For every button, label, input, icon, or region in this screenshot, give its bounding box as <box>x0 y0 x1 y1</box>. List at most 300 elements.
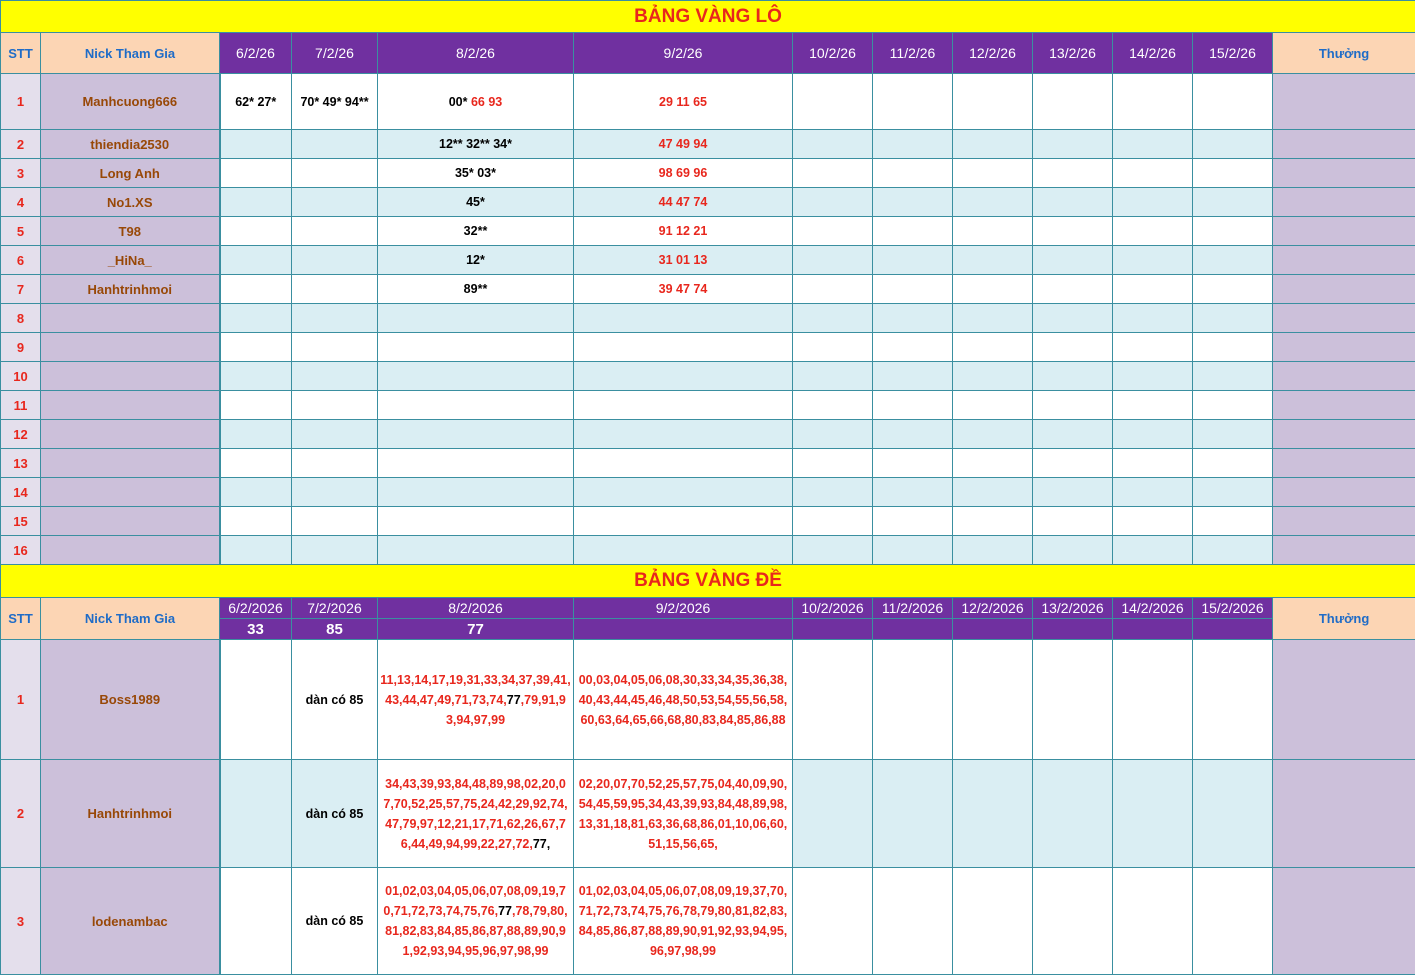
number-list-cell: 00,03,04,05,06,08,30,33,34,35,36,38,40,43,44,45,46,48,50,53,54,55,56,58,60,63,64,65,66,68,80,83,84,85,86,88 <box>574 640 793 760</box>
result-cell <box>1193 619 1273 640</box>
row-number: 15 <box>1 507 41 536</box>
pick-cell <box>292 536 378 565</box>
table-row <box>1 275 1415 304</box>
pick-cell <box>1193 159 1273 188</box>
row-number: 3 <box>1 868 41 975</box>
pick-cell <box>953 760 1033 868</box>
pick-cell <box>873 246 953 275</box>
nick-cell: Hanhtrinhmoi <box>41 760 220 868</box>
date-header: 12/2/2026 <box>953 598 1033 619</box>
pick-cell <box>1033 217 1113 246</box>
pick-cell <box>1113 760 1193 868</box>
prize-cell <box>1273 362 1415 391</box>
pick-cell <box>793 420 873 449</box>
table-row <box>1 391 1415 420</box>
pick-cell <box>220 391 292 420</box>
date-header: 9/2/26 <box>574 33 793 74</box>
nick-cell: Long Anh <box>41 159 220 188</box>
pick-cell <box>873 188 953 217</box>
pick-text: 00* <box>448 94 468 109</box>
pick-cell <box>220 760 292 868</box>
pick-cell <box>292 478 378 507</box>
nick-cell <box>41 304 220 333</box>
pick-cell <box>793 478 873 507</box>
pick-cell <box>220 420 292 449</box>
pick-cell <box>1113 188 1193 217</box>
pick-cell <box>1113 640 1193 760</box>
nick-cell: Manhcuong666 <box>41 74 220 130</box>
pick-cell <box>574 333 793 362</box>
pick-cell <box>873 536 953 565</box>
date-header: 13/2/26 <box>1033 33 1113 74</box>
pick-cell <box>1033 130 1113 159</box>
pick-cell <box>1193 333 1273 362</box>
pick-cell <box>953 304 1033 333</box>
nick-header: Nick Tham Gia <box>41 598 220 640</box>
pick-cell: dàn có 85 <box>292 640 378 760</box>
pick-cell <box>378 391 574 420</box>
pick-cell <box>574 391 793 420</box>
pick-cell <box>873 507 953 536</box>
pick-cell <box>378 159 574 188</box>
hit-number: 77, <box>532 836 551 851</box>
pick-cell <box>1033 159 1113 188</box>
pick-cell <box>378 362 574 391</box>
date-header: 6/2/26 <box>220 33 292 74</box>
nick-cell <box>41 478 220 507</box>
pick-cell <box>873 130 953 159</box>
pick-cell <box>378 478 574 507</box>
pick-cell <box>873 449 953 478</box>
hit-number: 77 <box>498 904 512 918</box>
result-cell <box>793 619 873 640</box>
date-header: 12/2/26 <box>953 33 1033 74</box>
pick-cell <box>1193 391 1273 420</box>
pick-cell <box>1113 449 1193 478</box>
nick-cell: Boss1989 <box>41 640 220 760</box>
pick-cell <box>1033 420 1113 449</box>
stt-header: STT <box>1 33 41 74</box>
pick-cell <box>1113 159 1193 188</box>
pick-cell <box>873 640 953 760</box>
pick-cell <box>1033 275 1113 304</box>
pick-cell <box>953 130 1033 159</box>
pick-cell <box>292 333 378 362</box>
table-row <box>1 507 1415 536</box>
row-number: 2 <box>1 130 41 159</box>
pick-cell <box>1193 130 1273 159</box>
row-number: 3 <box>1 159 41 188</box>
pick-cell: 44 47 74 <box>574 188 793 217</box>
pick-cell <box>378 333 574 362</box>
pick-cell <box>1033 478 1113 507</box>
pick-cell: 29 11 65 <box>574 74 793 130</box>
pick-cell <box>793 188 873 217</box>
pick-cell <box>220 640 292 760</box>
pick-cell <box>574 362 793 391</box>
row-number: 2 <box>1 760 41 868</box>
pick-cell <box>1193 536 1273 565</box>
pick-cell <box>793 868 873 975</box>
pick-cell <box>873 333 953 362</box>
pick-cell <box>1193 640 1273 760</box>
pick-cell <box>1113 536 1193 565</box>
prize-header: Thưởng <box>1273 33 1415 74</box>
pick-cell <box>378 188 574 217</box>
nick-cell: _HiNa_ <box>41 246 220 275</box>
pick-cell <box>953 159 1033 188</box>
pick-cell <box>378 420 574 449</box>
pick-cell <box>292 159 378 188</box>
pick-cell <box>1113 246 1193 275</box>
pick-cell <box>292 420 378 449</box>
prize-cell <box>1273 275 1415 304</box>
pick-cell <box>1033 449 1113 478</box>
nick-cell: Hanhtrinhmoi <box>41 275 220 304</box>
pick-cell <box>1033 246 1113 275</box>
pick-cell <box>1193 507 1273 536</box>
pick-cell <box>793 760 873 868</box>
pick-cell <box>378 246 574 275</box>
row-number: 9 <box>1 333 41 362</box>
date-header: 15/2/26 <box>1193 33 1273 74</box>
prize-cell <box>1273 159 1415 188</box>
pick-text: 66 93 <box>467 94 503 109</box>
pick-cell <box>378 449 574 478</box>
pick-cell: 70* 49* 94** <box>292 74 378 130</box>
number-list: 11,13,14,17,19,31,33,34,37,39,41,43,44,47,49,71,73,74, <box>380 672 571 707</box>
pick-cell <box>1193 246 1273 275</box>
pick-cell <box>220 246 292 275</box>
prize-cell <box>1273 640 1415 760</box>
pick-cell <box>1193 760 1273 868</box>
nick-cell <box>41 391 220 420</box>
pick-cell <box>793 449 873 478</box>
pick-cell <box>793 275 873 304</box>
pick-cell <box>953 449 1033 478</box>
pick-cell <box>953 507 1033 536</box>
date-header: 14/2/26 <box>1113 33 1193 74</box>
pick-cell <box>220 130 292 159</box>
number-list-cell: 02,20,07,70,52,25,57,75,04,40,09,90,54,45,59,95,34,43,39,93,84,48,89,98,13,31,18,81,63,36,68,86,01,10,06,60,51,15,56,65, <box>574 760 793 868</box>
nick-cell: thiendia2530 <box>41 130 220 159</box>
nick-cell <box>41 333 220 362</box>
pick-cell <box>1113 217 1193 246</box>
nick-cell <box>41 420 220 449</box>
row-number: 5 <box>1 217 41 246</box>
table-row <box>1 74 1415 130</box>
row-number: 8 <box>1 304 41 333</box>
pick-cell <box>1033 640 1113 760</box>
pick-cell <box>1033 74 1113 130</box>
pick-cell <box>292 362 378 391</box>
prize-cell <box>1273 304 1415 333</box>
pick-cell <box>574 420 793 449</box>
result-cell <box>1033 619 1113 640</box>
pick-cell <box>378 217 574 246</box>
pick-cell <box>1113 362 1193 391</box>
de-table <box>0 564 1415 975</box>
nick-cell: No1.XS <box>41 188 220 217</box>
pick-cell <box>953 217 1033 246</box>
pick-cell <box>220 333 292 362</box>
pick-cell <box>953 246 1033 275</box>
prize-cell <box>1273 420 1415 449</box>
pick-cell <box>873 391 953 420</box>
prize-cell <box>1273 507 1415 536</box>
pick-cell <box>793 217 873 246</box>
pick-cell <box>1033 333 1113 362</box>
pick-cell <box>292 507 378 536</box>
pick-cell <box>793 391 873 420</box>
pick-cell <box>220 362 292 391</box>
result-cell <box>574 619 793 640</box>
date-header: 15/2/2026 <box>1193 598 1273 619</box>
pick-cell <box>1033 188 1113 217</box>
date-header: 8/2/26 <box>378 33 574 74</box>
prize-cell <box>1273 130 1415 159</box>
number-list-cell <box>378 760 574 868</box>
pick-cell <box>220 536 292 565</box>
lo-title: BẢNG VÀNG LÔ <box>1 1 1415 33</box>
pick-cell <box>793 640 873 760</box>
pick-cell <box>1193 478 1273 507</box>
pick-cell <box>292 130 378 159</box>
prize-header: Thưởng <box>1273 598 1415 640</box>
pick-cell <box>1113 868 1193 975</box>
prize-cell <box>1273 188 1415 217</box>
pick-cell <box>220 217 292 246</box>
date-header: 10/2/2026 <box>793 598 873 619</box>
pick-cell <box>1193 420 1273 449</box>
pick-cell <box>793 333 873 362</box>
table-row <box>1 159 1415 188</box>
pick-cell <box>1193 188 1273 217</box>
pick-cell <box>1033 536 1113 565</box>
pick-cell: dàn có 85 <box>292 868 378 975</box>
pick-cell <box>873 74 953 130</box>
date-header: 9/2/2026 <box>574 598 793 619</box>
row-number: 10 <box>1 362 41 391</box>
pick-cell <box>1033 868 1113 975</box>
number-list-cell <box>378 640 574 760</box>
table-row <box>1 868 1415 975</box>
row-number: 7 <box>1 275 41 304</box>
pick-cell <box>793 362 873 391</box>
table-row <box>1 760 1415 868</box>
row-number: 4 <box>1 188 41 217</box>
prize-cell <box>1273 74 1415 130</box>
pick-cell <box>220 449 292 478</box>
pick-cell <box>953 478 1033 507</box>
pick-cell <box>873 275 953 304</box>
date-header: 13/2/2026 <box>1033 598 1113 619</box>
prize-cell <box>1273 217 1415 246</box>
row-number: 6 <box>1 246 41 275</box>
date-header: 8/2/2026 <box>378 598 574 619</box>
prize-cell <box>1273 760 1415 868</box>
pick-cell <box>873 217 953 246</box>
nick-header: Nick Tham Gia <box>41 33 220 74</box>
pick-cell <box>292 275 378 304</box>
pick-cell <box>953 391 1033 420</box>
pick-cell <box>793 130 873 159</box>
number-list: ,79,91,93,94,97,99 <box>445 692 566 727</box>
result-cell: 77 <box>378 619 574 640</box>
number-list: 34,43,39,93,84,48,89,98,02,20,07,70,52,25,57,75,24,42,29,92,74,47,79,97,12,21,17,71,62,26,67,76,44,49,94,99,22,27,72, <box>383 776 568 851</box>
pick-cell <box>1193 304 1273 333</box>
pick-cell <box>1033 760 1113 868</box>
pick-cell <box>1113 130 1193 159</box>
pick-text: 89** <box>463 282 488 296</box>
row-number: 13 <box>1 449 41 478</box>
pick-cell <box>1033 507 1113 536</box>
pick-cell <box>220 275 292 304</box>
pick-cell <box>1113 333 1193 362</box>
date-header: 7/2/2026 <box>292 598 378 619</box>
table-row <box>1 640 1415 760</box>
pick-cell <box>220 868 292 975</box>
pick-cell <box>793 74 873 130</box>
prize-cell <box>1273 868 1415 975</box>
pick-cell <box>220 188 292 217</box>
pick-cell <box>1113 275 1193 304</box>
row-number: 1 <box>1 640 41 760</box>
row-number: 12 <box>1 420 41 449</box>
pick-cell <box>1113 478 1193 507</box>
result-cell <box>953 619 1033 640</box>
number-list: 01,02,03,04,05,06,07,08,09,19,70,71,72,73,74,75,76, <box>383 884 566 918</box>
pick-cell <box>1193 362 1273 391</box>
row-number: 14 <box>1 478 41 507</box>
stt-header: STT <box>1 598 41 640</box>
hit-number: 77 <box>506 692 521 707</box>
result-cell <box>1113 619 1193 640</box>
table-row <box>1 478 1415 507</box>
result-cell: 85 <box>292 619 378 640</box>
pick-cell <box>1033 391 1113 420</box>
pick-cell: 62* 27* <box>220 74 292 130</box>
pick-cell <box>292 304 378 333</box>
pick-cell <box>1113 304 1193 333</box>
pick-cell <box>1113 420 1193 449</box>
pick-cell <box>953 333 1033 362</box>
pick-cell <box>378 304 574 333</box>
result-cell <box>873 619 953 640</box>
pick-cell <box>1033 362 1113 391</box>
pick-cell <box>1113 507 1193 536</box>
date-header: 11/2/2026 <box>873 598 953 619</box>
pick-cell <box>220 507 292 536</box>
table-row <box>1 449 1415 478</box>
pick-cell <box>378 130 574 159</box>
pick-cell <box>292 188 378 217</box>
date-header: 6/2/2026 <box>220 598 292 619</box>
pick-cell <box>953 74 1033 130</box>
number-list: ,78,79,80,81,82,83,84,85,86,87,88,89,90,91,92,93,94,95,96,97,98,99 <box>385 904 568 958</box>
pick-cell <box>220 159 292 188</box>
pick-text: 32** <box>463 224 488 238</box>
prize-cell <box>1273 333 1415 362</box>
table-row <box>1 304 1415 333</box>
table-row <box>1 188 1415 217</box>
pick-cell <box>1193 217 1273 246</box>
pick-cell <box>574 304 793 333</box>
pick-cell <box>378 275 574 304</box>
pick-text: 12** 32** 34* <box>439 137 512 151</box>
pick-cell: 31 01 13 <box>574 246 793 275</box>
pick-cell: 39 47 74 <box>574 275 793 304</box>
pick-cell <box>873 760 953 868</box>
pick-cell <box>873 420 953 449</box>
nick-cell <box>41 507 220 536</box>
pick-cell <box>220 478 292 507</box>
pick-cell <box>873 362 953 391</box>
nick-cell: lodenambac <box>41 868 220 975</box>
pick-cell <box>574 536 793 565</box>
prize-cell <box>1273 536 1415 565</box>
pick-cell <box>873 304 953 333</box>
pick-cell <box>953 275 1033 304</box>
row-number: 16 <box>1 536 41 565</box>
pick-cell <box>574 478 793 507</box>
pick-cell <box>873 868 953 975</box>
pick-cell <box>873 478 953 507</box>
table-row <box>1 362 1415 391</box>
pick-cell <box>953 362 1033 391</box>
nick-cell <box>41 449 220 478</box>
date-header: 7/2/26 <box>292 33 378 74</box>
nick-cell <box>41 362 220 391</box>
row-number: 1 <box>1 74 41 130</box>
pick-cell <box>1033 304 1113 333</box>
prize-cell <box>1273 478 1415 507</box>
table-row <box>1 420 1415 449</box>
de-title: BẢNG VÀNG ĐỀ <box>1 565 1415 598</box>
nick-cell <box>41 536 220 565</box>
pick-cell <box>953 536 1033 565</box>
date-header: 10/2/26 <box>793 33 873 74</box>
prize-cell <box>1273 449 1415 478</box>
pick-cell <box>1193 275 1273 304</box>
pick-cell <box>378 507 574 536</box>
pick-cell <box>1193 868 1273 975</box>
pick-cell: 91 12 21 <box>574 217 793 246</box>
pick-cell <box>1193 449 1273 478</box>
pick-cell <box>793 536 873 565</box>
table-row <box>1 130 1415 159</box>
number-list-cell <box>378 868 574 975</box>
pick-cell <box>1113 391 1193 420</box>
pick-cell <box>953 188 1033 217</box>
pick-cell <box>793 507 873 536</box>
table-row <box>1 536 1415 565</box>
table-row <box>1 217 1415 246</box>
date-header: 11/2/26 <box>873 33 953 74</box>
pick-cell <box>292 246 378 275</box>
pick-cell <box>292 391 378 420</box>
pick-text: 35* 03* <box>454 166 496 180</box>
pick-cell <box>220 304 292 333</box>
row-number: 11 <box>1 391 41 420</box>
number-list-cell: 01,02,03,04,05,06,07,08,09,19,37,70,71,72,73,74,75,76,78,79,80,81,82,83,84,85,86,87,88,89,90,91,92,93,94,95,96,97,98,99 <box>574 868 793 975</box>
pick-cell: dàn có 85 <box>292 760 378 868</box>
pick-cell <box>378 536 574 565</box>
table-row <box>1 246 1415 275</box>
pick-text: 12* <box>466 253 485 267</box>
pick-cell <box>1113 74 1193 130</box>
pick-cell: 47 49 94 <box>574 130 793 159</box>
